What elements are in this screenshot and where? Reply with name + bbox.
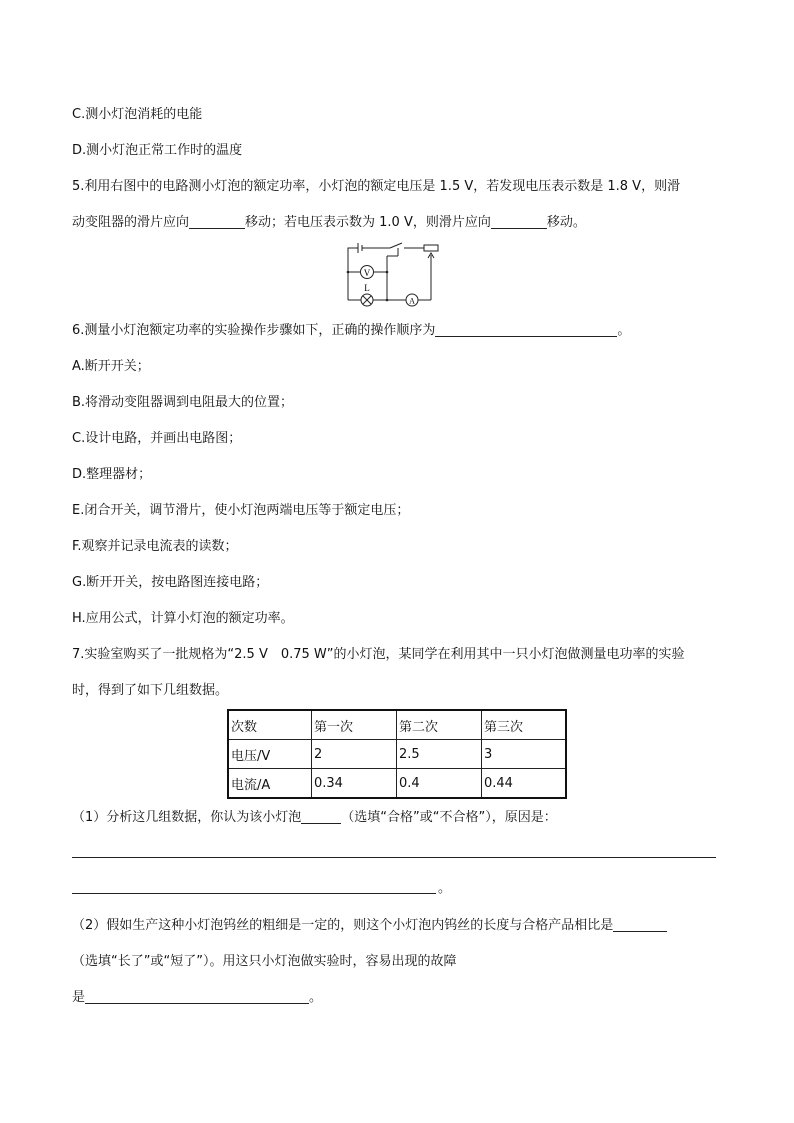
option-d: D.测小灯泡正常工作时的温度 [72, 143, 243, 158]
table-cell: 电流/A [228, 769, 312, 799]
step-b: B.将滑动变阻器调到电阻最大的位置； [72, 395, 294, 410]
q6-blank[interactable] [435, 322, 617, 337]
sub2-blank-1[interactable] [613, 917, 667, 932]
sub1-text-a: （1）分析这几组数据，你认为该小灯泡 [72, 810, 302, 825]
q5-text-b: 移动；若电压表示数为 1.0 V，则滑片应向 [245, 215, 491, 230]
sub-question-2-line-2: （选填“长了”或“短了”）。用这只小灯泡做实验时，容易出现的故障 [72, 954, 457, 969]
sub2-text-a: （2）假如生产这种小灯泡钨丝的粗细是一定的，则这个小灯泡内钨丝的长度与合格产品相比是 [72, 918, 614, 933]
option-c: C.测小灯泡消耗的电能 [72, 107, 203, 122]
sub1-text-b: （选填“合格”或“不合格”），原因是： [341, 810, 557, 825]
step-f: F.观察并记录电流表的读数； [72, 539, 238, 554]
question-7-line-2: 时，得到了如下几组数据。 [72, 683, 229, 698]
table-row [228, 769, 566, 799]
step-a: A.断开开关； [72, 359, 150, 374]
table-cell: 0.4 [397, 769, 482, 799]
step-h: H.应用公式，计算小灯泡的额定功率。 [72, 611, 294, 626]
table-cell: 3 [482, 740, 567, 769]
table-cell: 第一次 [312, 710, 397, 740]
step-c: C.设计电路，并画出电路图； [72, 431, 242, 446]
sub-question-2-line-1 [72, 917, 667, 935]
data-table [227, 709, 567, 799]
lamp-label: L [364, 283, 370, 293]
table-row [228, 740, 566, 769]
step-g: G.断开开关，按电路图连接电路； [72, 575, 269, 590]
q6-end: 。 [617, 323, 631, 338]
q5-text-a: 动变阻器的滑片应向 [72, 215, 190, 230]
question-6-line [72, 322, 630, 340]
table-cell: 电压/V [228, 740, 312, 769]
sub2-blank-2[interactable] [85, 989, 309, 1004]
sub-question-2-line-3 [72, 989, 322, 1007]
step-e: E.闭合开关，调节滑片，使小灯泡两端电压等于额定电压； [72, 503, 410, 518]
q5-blank-2[interactable] [491, 214, 547, 229]
table-header-row [228, 710, 566, 740]
table-cell: 第二次 [397, 710, 482, 740]
circuit-diagram [340, 242, 440, 308]
table-cell: 0.44 [482, 769, 567, 799]
question-5-line-1: 5.利用右图中的电路测小灯泡的额定功率，小灯泡的额定电压是 1.5 V，若发现电压表示数是 1.8 V，则滑 [72, 179, 681, 194]
ammeter-label: A [409, 296, 415, 306]
sub2-text-c: 是 [72, 990, 86, 1005]
sub2-end: 。 [309, 990, 323, 1005]
table-cell: 2 [312, 740, 397, 769]
table-cell: 第三次 [482, 710, 567, 740]
question-5-line-2 [72, 214, 586, 232]
step-d: D.整理器材； [72, 467, 152, 482]
answer-end: 。 [438, 881, 452, 896]
answer-line-1[interactable] [72, 857, 716, 858]
table-cell: 2.5 [397, 740, 482, 769]
voltmeter-label: V [363, 268, 371, 278]
table-cell: 0.34 [312, 769, 397, 799]
q6-text: 6.测量小灯泡额定功率的实验操作步骤如下，正确的操作顺序为 [72, 323, 436, 338]
answer-line-2[interactable] [72, 893, 436, 894]
q5-text-c: 移动。 [546, 215, 586, 230]
sub-question-1 [72, 809, 557, 827]
q5-blank-1[interactable] [189, 214, 245, 229]
table-cell: 次数 [228, 710, 312, 740]
question-7-line-1: 7.实验室购买了一批规格为“2.5 V 0.75 W”的小灯泡，某同学在利用其中一只小灯泡做测量电功率的实验 [72, 647, 685, 662]
sub1-blank[interactable] [301, 809, 341, 824]
